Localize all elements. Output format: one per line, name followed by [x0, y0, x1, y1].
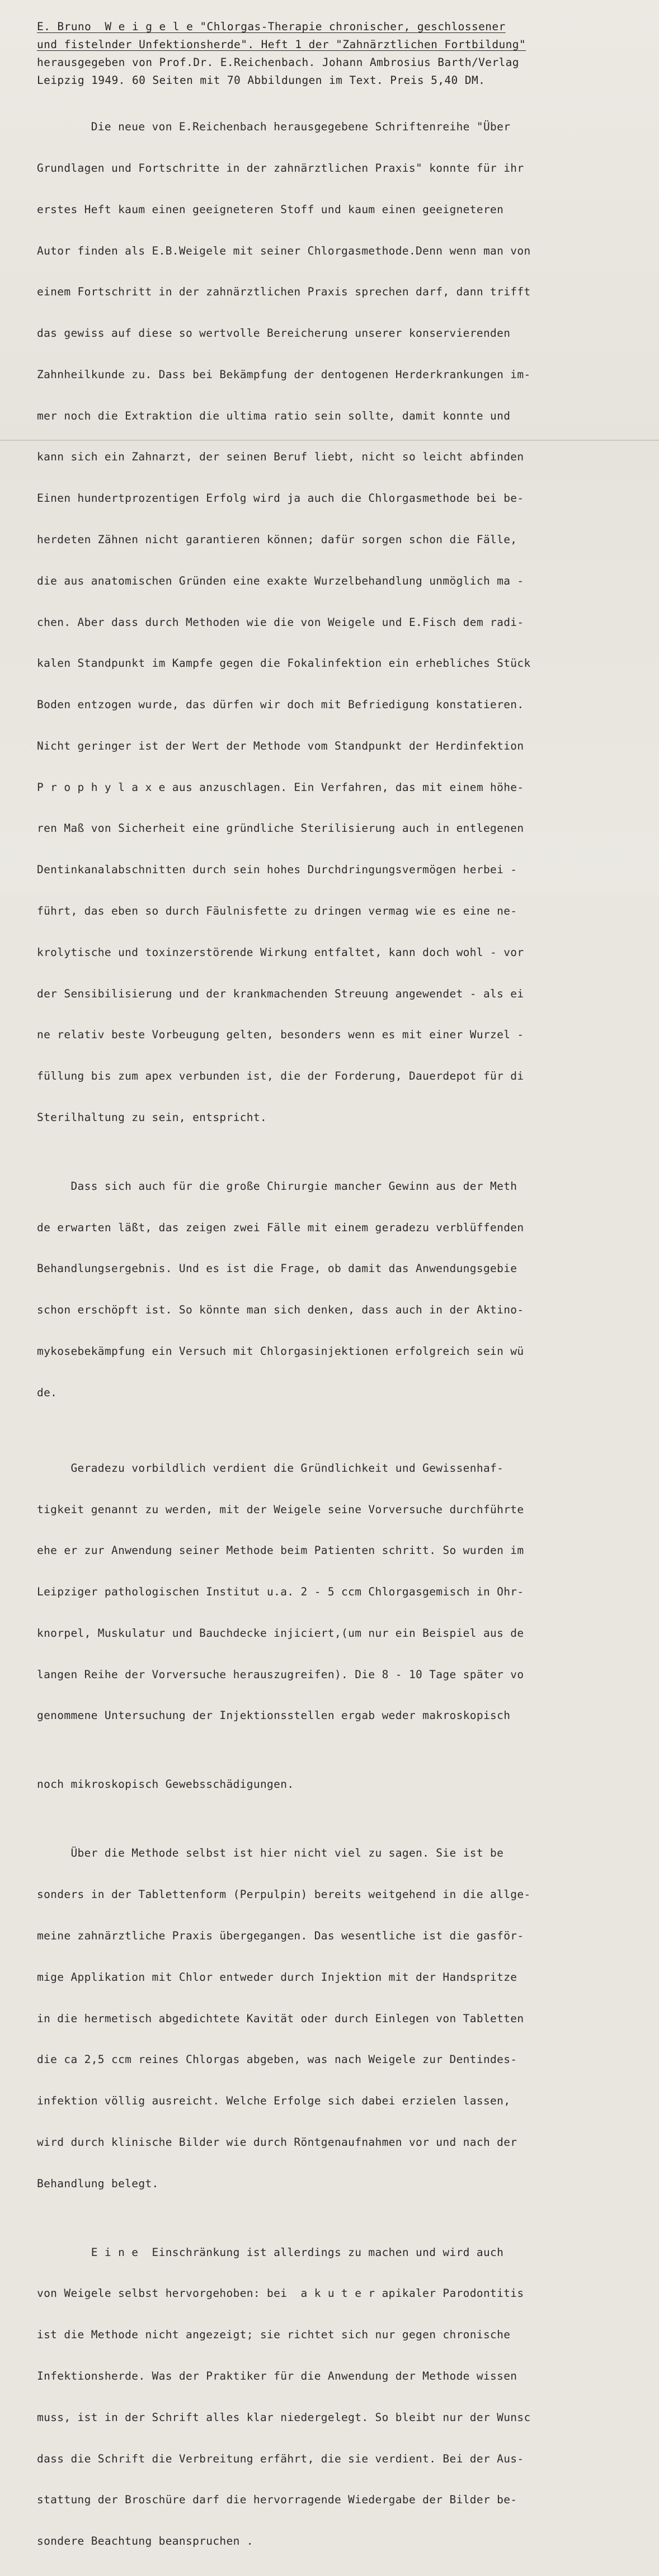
text-line: Die neue von E.Reichenbach herausgegebene Schriftenreihe "Über: [37, 120, 511, 134]
text-line: kann sich ein Zahnarzt, der seinen Beruf liebt, nicht so leicht abfinden: [37, 450, 524, 464]
text-line: führt, das eben so durch Fäulnisfette zu dringen vermag wie es eine ne-: [37, 905, 517, 918]
text-line: herdeten Zähnen nicht garantieren können; dafür sorgen schon die Fälle,: [37, 533, 517, 546]
header-line-publisher: herausgegeben von Prof.Dr. E.Reichenbach. Johann Ambrosius Barth/Verlag: [37, 56, 519, 69]
paragraph-gap: [37, 1428, 659, 1434]
paper-fold-line: [0, 440, 659, 441]
text-line: genommene Untersuchung der Injektionsstellen ergab weder makroskopisch: [37, 1709, 511, 1722]
paragraph-method: [37, 1819, 659, 2218]
text-line: Dass sich auch für die große Chirurgie mancher Gewinn aus der Meth: [37, 1179, 517, 1193]
text-line: krolytische und toxinzerstörende Wirkung entfaltet, kann doch wohl - vor: [37, 945, 524, 959]
text-line: in die hermetisch abgedichtete Kavität oder durch Einlegen von Tabletten: [37, 2012, 524, 2025]
text-line: Leipziger pathologischen Institut u.a. 2 - 5 ccm Chlorgasgemisch in Ohr-: [37, 1585, 524, 1599]
text-line: Behandlung belegt.: [37, 2177, 159, 2190]
text-line: muss, ist in der Schrift alles klar niedergelegt. So bleibt nur der Wunsc: [37, 2410, 531, 2424]
text-line: das gewiss auf diese so wertvolle Bereicherung unserer konservierenden: [37, 327, 511, 340]
text-line: ist die Methode nicht angezeigt; sie richtet sich nur gegen chronische: [37, 2328, 511, 2342]
text-line: die ca 2,5 ccm reines Chlorgas abgeben, was nach Weigele zur Dentindes-: [37, 2053, 517, 2066]
text-line: noch mikroskopisch Gewebsschädigungen.: [37, 1778, 294, 1791]
text-line: stattung der Broschüre darf die hervorragende Wiedergabe der Bilder be-: [37, 2493, 517, 2507]
text-line: ehe er zur Anwendung seiner Methode beim Patienten schritt. So wurden im: [37, 1544, 524, 1557]
text-line: Grundlagen und Fortschritte in der zahnärztlichen Praxis" konnte für ihr: [37, 161, 524, 175]
text-line: Zahnheilkunde zu. Dass bei Bekämpfung der dentogenen Herderkrankungen im-: [37, 368, 531, 381]
text-line: meine zahnärztliche Praxis übergegangen. Das wesentliche ist die gasför-: [37, 1929, 524, 1942]
text-line: chen. Aber dass durch Methoden wie die von Weigele und E.Fisch dem radi-: [37, 615, 524, 629]
text-line: Sterilhaltung zu sein, entspricht.: [37, 1110, 267, 1124]
text-line: Geradezu vorbildlich verdient die Gründlichkeit und Gewissenhaf-: [37, 1461, 504, 1475]
text-line: mer noch die Extraktion die ultima ratio sein sollte, damit konnte und: [37, 409, 511, 422]
text-line: Dentinkanalabschnitten durch sein hohes Durchdringungsvermögen herbei -: [37, 863, 517, 877]
text-line: schon erschöpft ist. So könnte man sich denken, dass auch in der Aktino-: [37, 1303, 524, 1317]
bibliographic-header: [37, 18, 659, 90]
text-line: erstes Heft kaum einen geeigneteren Stoff und kaum einen geeigneteren: [37, 202, 504, 216]
header-line-details: Leipzig 1949. 60 Seiten mit 70 Abbildungen im Text. Preis 5,40 DM.: [37, 74, 486, 87]
text-line: kalen Standpunkt im Kampfe gegen die Fokalinfektion ein erhebliches Stück: [37, 657, 531, 670]
text-line: füllung bis zum apex verbunden ist, die der Forderung, Dauerdepot für di: [37, 1070, 524, 1083]
text-line: P r o p h y l a x e aus anzuschlagen. Ein Verfahren, das mit einem höhe-: [37, 780, 524, 794]
text-line: sondere Beachtung beanspruchen .: [37, 2535, 253, 2548]
text-line: Nicht geringer ist der Wert der Methode vom Standpunkt der Herdinfektion: [37, 739, 524, 752]
header-line-title: E. Bruno W e i g e l e "Chlorgas-Therapie chronischer, geschlossener: [37, 20, 506, 33]
text-line: Boden entzogen wurde, das dürfen wir doch mit Befriedigung konstatieren.: [37, 698, 524, 712]
text-line: die aus anatomischen Gründen eine exakte Wurzelbehandlung unmöglich ma -: [37, 574, 524, 587]
header-line-series: und fistelnder Unfektionsherde". Heft 1 der "Zahnärztlichen Fortbildung": [37, 38, 526, 51]
text-line: ne relativ beste Vorbeugung gelten, besonders wenn es mit einer Wurzel -: [37, 1028, 524, 1042]
text-line: de.: [37, 1386, 58, 1399]
paragraph-experiments: [37, 1434, 659, 1820]
text-line: infektion völlig ausreicht. Welche Erfolge sich dabei erzielen lassen,: [37, 2094, 511, 2108]
text-line: E i n e Einschränkung ist allerdings zu machen und wird auch: [37, 2245, 504, 2259]
text-line: mige Applikation mit Chlor entweder durch Injektion mit der Handspritze: [37, 1970, 517, 1984]
text-line: wird durch klinische Bilder wie durch Röntgenaufnahmen vor und nach der: [37, 2135, 517, 2149]
text-line: Über die Methode selbst ist hier nicht viel zu sagen. Sie ist be: [37, 1847, 504, 1860]
text-line: Autor finden als E.B.Weigele mit seiner Chlorgasmethode.Denn wenn man von: [37, 244, 531, 257]
text-line: Infektionsherde. Was der Praktiker für die Anwendung der Methode wissen: [37, 2369, 517, 2382]
text-line: knorpel, Muskulatur und Bauchdecke injiciert,(um nur ein Beispiel aus de: [37, 1626, 524, 1640]
text-line: der Sensibilisierung und der krankmachenden Streuung angewendet - als ei: [37, 987, 524, 1000]
paragraph-intro: [37, 93, 659, 1152]
text-line: mykosebekämpfung ein Versuch mit Chlorgasinjektionen erfolgreich sein wü: [37, 1345, 524, 1358]
paragraph-restriction: [37, 2218, 659, 2575]
text-line: von Weigele selbst hervorgehoben: bei a k u t e r apikaler Parodontitis: [37, 2287, 524, 2300]
text-line: tigkeit genannt zu werden, mit der Weigele seine Vorversuche durchführte: [37, 1503, 524, 1516]
paragraph-surgery: [37, 1152, 659, 1428]
text-line: Behandlungsergebnis. Und es ist die Frage, ob damit das Anwendungsgebie: [37, 1262, 517, 1275]
text-line: einem Fortschritt in der zahnärztlichen Praxis sprechen darf, dann trifft: [37, 285, 531, 299]
text-line: dass die Schrift die Verbreitung erfährt, die sie verdient. Bei der Aus-: [37, 2452, 524, 2465]
text-line: sonders in der Tablettenform (Perpulpin) bereits weitgehend in die allge-: [37, 1888, 531, 1901]
text-line: ren Maß von Sicherheit eine gründliche Sterilisierung auch in entlegenen: [37, 822, 524, 835]
text-line: Einen hundertprozentigen Erfolg wird ja auch die Chlorgasmethode bei be-: [37, 492, 524, 505]
text-line: langen Reihe der Vorversuche herauszugreifen). Die 8 - 10 Tage später vo: [37, 1668, 524, 1681]
text-line: de erwarten läßt, das zeigen zwei Fälle mit einem geradezu verblüffenden: [37, 1221, 524, 1234]
